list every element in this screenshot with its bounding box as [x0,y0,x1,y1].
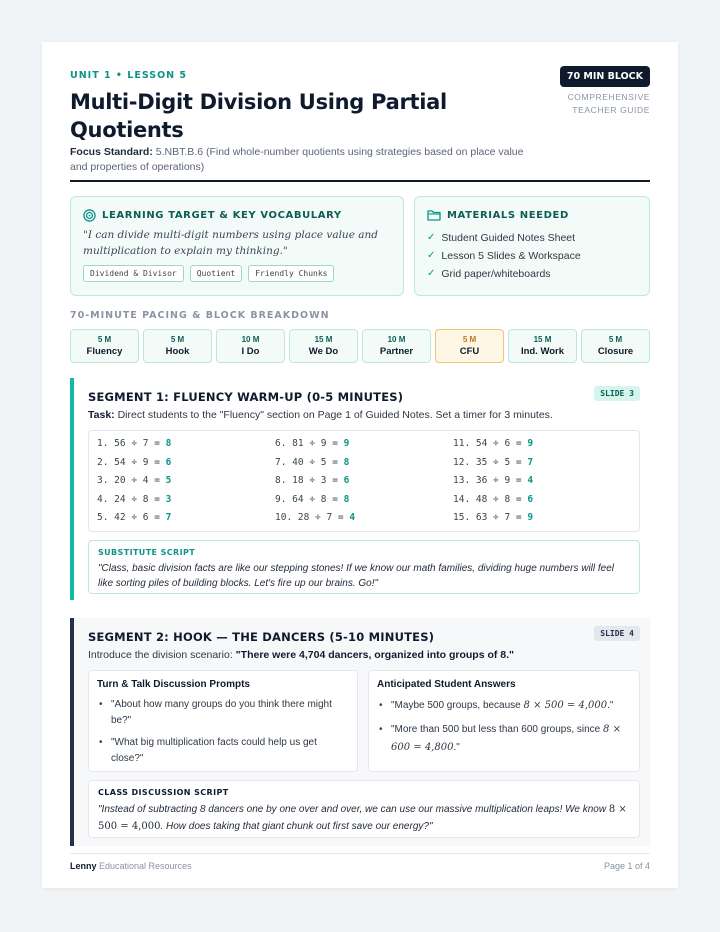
segment-2-title: SEGMENT 2: HOOK — THE DANCERS (5-10 MINUTES) [88,630,435,644]
pacing-name: I Do [241,346,260,357]
fact-question: 11. 54 ÷ 6 = [453,438,528,449]
turn-and-talk-heading: Turn & Talk Discussion Prompts [97,679,250,690]
answer-end: ." [453,742,460,753]
guide-label [530,91,650,117]
pacing-minutes: 5 M [170,335,185,344]
answer-text: "More than 500 but less than 600 groups, since [391,724,604,735]
learning-target-heading [83,209,342,222]
fact-question: 6. 81 ÷ 9 = [275,438,344,449]
footer-brand [70,861,192,871]
pacing-block [143,329,212,363]
fact-answer: 4 [349,512,356,523]
script-math: 8 × 500 = 4,000 [98,804,627,832]
fact-answer: 8 [165,438,172,449]
script-part: "Instead of subtracting 8 dancers one by one over and over, we can use our massive multiplication leaps! We know [98,804,609,815]
materials-item-label: Student Guided Notes Sheet [441,232,576,244]
segment-2 [70,618,650,846]
fact-question: 5. 42 ÷ 6 = [97,512,166,523]
fact-question: 10. 28 ÷ 7 = [275,512,350,523]
fact-answer: 6 [527,493,534,505]
pacing-name: We Do [308,346,339,357]
pacing-minutes: 10 M [387,335,406,344]
pacing-name: Closure [597,346,634,357]
segment-1-title: SEGMENT 1: FLUENCY WARM-UP (0-5 MINUTES) [88,390,404,404]
substitute-script-box [88,540,640,594]
substitute-script-heading: SUBSTITUTE SCRIPT [98,548,196,557]
vocab-chip: Friendly Chunks [248,265,334,282]
pacing-block [289,329,358,363]
guide-line-1: COMPREHENSIVE [567,92,650,102]
pacing-block [435,329,504,363]
materials-card [414,196,650,296]
segment-2-slide-badge: SLIDE 4 [594,626,640,641]
segment-1 [70,378,650,600]
fluency-fact [453,435,631,454]
fact-question: 7. 40 ÷ 5 = [275,456,344,468]
fact-answer: 5 [165,475,172,486]
pacing-bar [70,329,650,363]
fluency-fact [275,454,453,473]
learning-target-title: LEARNING TARGET & KEY VOCABULARY [102,210,342,221]
fact-answer: 6 [165,456,172,468]
fact-question: 4. 24 ÷ 8 = [97,493,166,505]
standard-label: Focus Standard: [70,146,153,158]
prompts-list [97,697,349,773]
task-text: Direct students to the "Fluency" section on Page 1 of Guided Notes. Set a timer for 3 minutes. [114,409,553,421]
learning-target-card [70,196,404,296]
fluency-fact [275,509,453,528]
fact-answer: 9 [343,438,350,449]
fact-question: 3. 20 ÷ 4 = [97,475,166,486]
fact-answer: 7 [165,512,172,523]
answer-math: 8 × 600 = 4,800 [391,724,621,753]
class-discussion-script-text [98,801,630,835]
footer-divider [70,853,650,854]
pacing-block [508,329,577,363]
fluency-facts-box [88,430,640,532]
answer-item [377,721,631,757]
segment-2-intro [88,649,514,661]
intro-scenario: "There were 4,704 dancers, organized into groups of 8." [235,649,515,661]
fact-question: 8. 18 ÷ 3 = [275,475,344,486]
worksheet-page [42,42,678,888]
vocab-chips [83,265,334,282]
fluency-fact [97,435,275,454]
fact-question: 13. 36 ÷ 9 = [453,475,528,486]
fluency-fact [275,435,453,454]
fact-answer: 4 [527,475,534,486]
folder-icon [427,209,441,221]
fact-question: 15. 63 ÷ 7 = [453,512,528,523]
fact-question: 14. 48 ÷ 8 = [453,493,528,505]
pacing-minutes: 5 M [462,335,477,344]
fluency-fact [453,491,631,510]
pacing-block [216,329,285,363]
prompt-item: • "What big multiplication facts could help us get close?" [97,735,349,767]
anticipated-answers-heading: Anticipated Student Answers [377,679,516,690]
answer-text: "Maybe 500 groups, because [391,700,524,711]
fact-answer: 8 [343,456,350,468]
guide-line-2: TEACHER GUIDE [572,105,650,115]
fact-answer: 9 [527,512,534,523]
script-part: . How does taking that giant chunk out first save our energy?" [160,821,433,832]
focus-standard [70,145,530,175]
intro-text: Introduce the division scenario: [88,649,236,661]
pacing-minutes: 15 M [314,335,333,344]
lesson-eyebrow: UNIT 1 • LESSON 5 [70,70,188,81]
fact-question: 2. 54 ÷ 9 = [97,456,166,468]
pacing-block [70,329,139,363]
page-number: Page 1 of 4 [603,861,650,871]
pacing-block [581,329,650,363]
fact-answer: 9 [527,438,534,449]
fluency-fact [275,472,453,491]
fact-question: 9. 64 ÷ 8 = [275,493,344,505]
pacing-minutes: 5 M [608,335,623,344]
materials-item [427,265,581,283]
pacing-name: CFU [459,346,480,357]
fact-question: 12. 35 ÷ 5 = [453,456,528,468]
pacing-minutes: 10 M [241,335,260,344]
pacing-minutes: 5 M [97,335,112,344]
materials-item [427,229,581,247]
page-title: Multi-Digit Division Using Partial Quotients [70,90,447,142]
fluency-fact [97,472,275,491]
pacing-name: Fluency [86,346,123,357]
materials-item-label: Lesson 5 Slides & Workspace [441,250,581,262]
standard-text: 5.NBT.B.6 (Find whole-number quotients using strategies based on place value and properties of operations) [70,146,524,173]
fact-answer: 8 [343,493,350,505]
pacing-name: Hook [165,346,190,357]
fluency-fact [453,472,631,491]
class-discussion-script-heading: CLASS DISCUSSION SCRIPT [98,788,229,797]
check-icon: ✓ [427,250,436,261]
brand-name: Lenny [70,861,97,871]
brand-rest: Educational Resources [96,861,192,871]
materials-heading [427,209,569,221]
vocab-chip: Quotient [190,265,243,282]
vocab-chip: Dividend & Divisor [83,265,184,282]
fact-question: 1. 56 ÷ 7 = [97,438,166,449]
materials-item-label: Grid paper/whiteboards [441,268,551,280]
fluency-fact [453,454,631,473]
fluency-facts-grid [97,435,631,528]
answer-end: ." [607,700,614,711]
fluency-fact [97,509,275,528]
fact-answer: 3 [165,493,172,505]
fluency-fact [453,509,631,528]
answers-list [377,697,631,763]
answer-math: 8 × 500 = 4,000 [523,700,608,711]
materials-item [427,247,581,265]
check-icon: ✓ [427,268,436,279]
learning-target-quote: "I can divide multi-digit numbers using place value and multiplication to explain my thinking." [83,229,378,257]
fact-answer: 6 [343,475,350,486]
prompt-item: • "About how many groups do you think there might be?" [97,697,349,729]
class-discussion-script-box [88,780,640,838]
target-icon [83,209,96,222]
fluency-fact [275,491,453,510]
pacing-block [362,329,431,363]
header-divider [70,180,650,182]
fluency-fact [97,491,275,510]
segment-1-task [88,409,553,421]
check-icon: ✓ [427,232,436,243]
materials-title: MATERIALS NEEDED [447,209,569,221]
turn-and-talk-box [88,670,358,772]
segment-1-slide-badge: SLIDE 3 [594,386,640,401]
pacing-label: 70-MINUTE PACING & BLOCK BREAKDOWN [70,310,330,321]
fluency-fact [97,454,275,473]
task-label: Task: [88,409,115,421]
block-badge: 70 MIN BLOCK [560,66,650,87]
fact-answer: 7 [527,456,534,468]
pacing-minutes: 15 M [533,335,552,344]
substitute-script-text: "Class, basic division facts are like our stepping stones! If we know our math families, dividing huge numbers will feel like sorting piles of building blocks. Let's fire up our brains. Go!" [98,563,615,589]
materials-list [427,229,581,283]
pacing-name: Ind. Work [520,346,565,357]
anticipated-answers-box [368,670,640,772]
pacing-name: Partner [379,346,414,357]
answer-item [377,697,631,715]
